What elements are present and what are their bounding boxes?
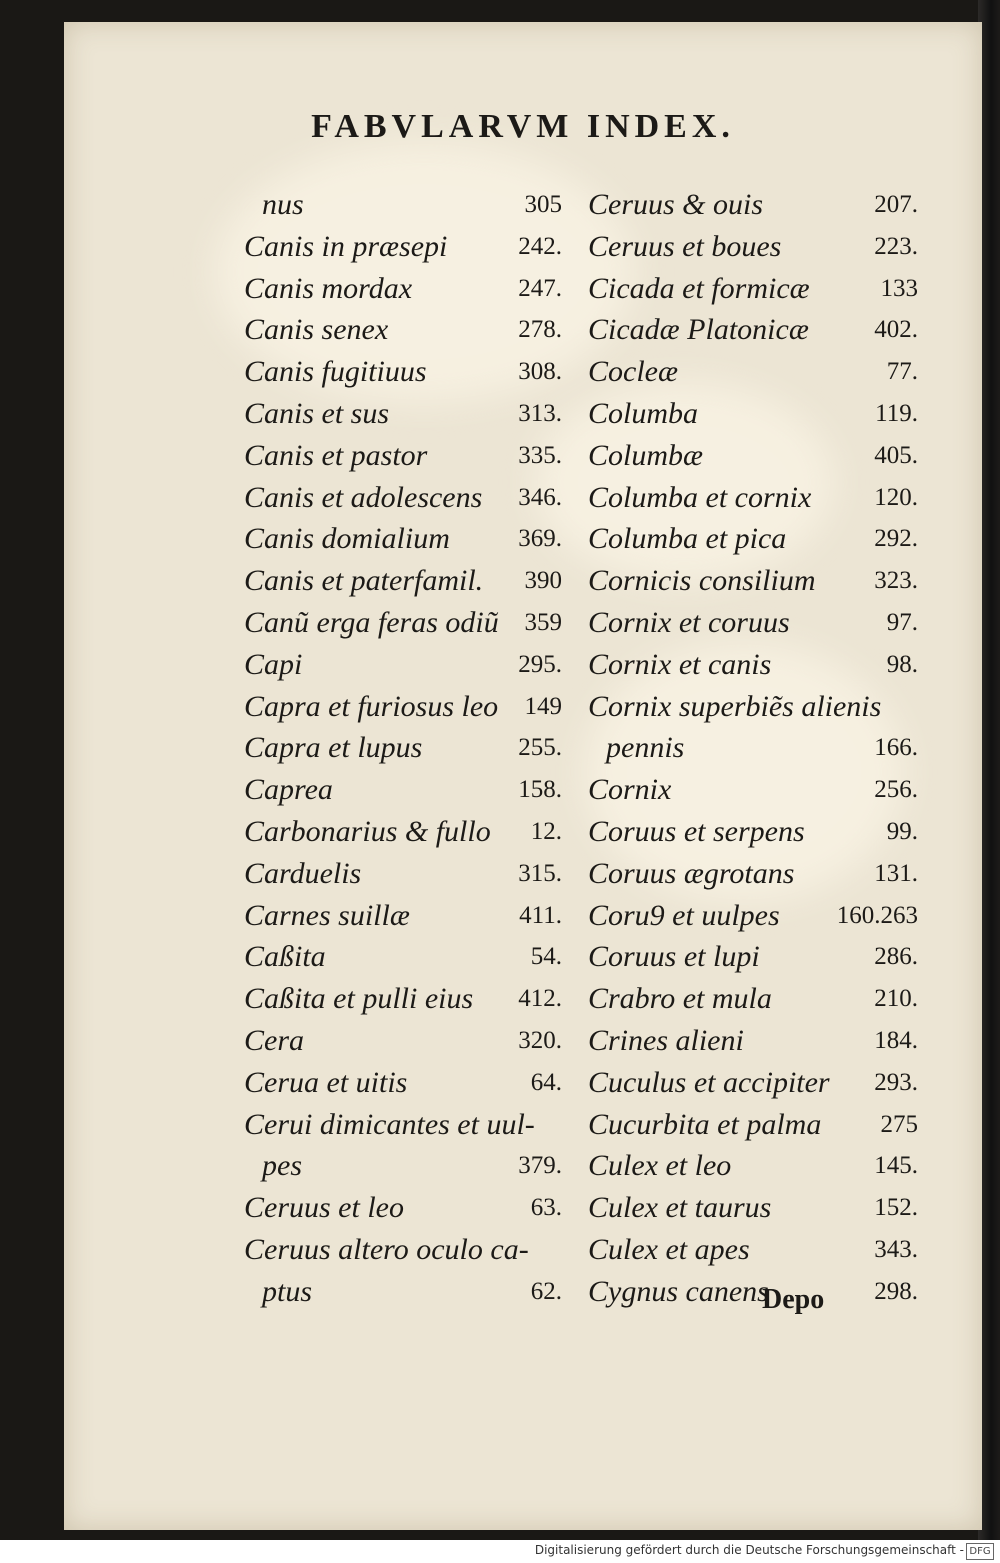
entry-page-number: 293. <box>874 1068 918 1096</box>
index-entry <box>244 895 562 937</box>
entry-page-number: 120. <box>874 483 918 511</box>
entry-title: Cornix superbiẽs alienis <box>588 689 882 723</box>
index-entry <box>244 518 562 560</box>
index-entry <box>244 393 562 435</box>
index-entry <box>244 1020 562 1062</box>
index-entry <box>588 351 918 393</box>
entry-page-number: 390 <box>524 567 562 595</box>
entry-page-number: 313. <box>518 399 562 427</box>
entry-page-number: 12. <box>530 817 562 845</box>
index-entry <box>244 268 562 310</box>
entry-page-number: 223. <box>874 232 918 260</box>
entry-title: Cornicis consilium <box>588 564 816 598</box>
entry-title: Canis et adolescens <box>244 480 483 514</box>
entry-title: Caprea <box>244 773 333 807</box>
entry-title: Canis et paterfamil. <box>244 564 484 598</box>
book-page <box>64 22 982 1530</box>
entry-page-number: 256. <box>874 776 918 804</box>
index-entry <box>244 351 562 393</box>
entry-page-number: 405. <box>874 441 918 469</box>
entry-page-number: 63. <box>530 1194 562 1222</box>
entry-title: Culex et taurus <box>588 1191 772 1225</box>
entry-title: Ceruus altero oculo ca- <box>244 1232 529 1266</box>
entry-title: Canis senex <box>244 313 389 347</box>
entry-page-number: 379. <box>518 1152 562 1180</box>
entry-page-number: 184. <box>874 1026 918 1054</box>
entry-page-number: 308. <box>518 358 562 386</box>
index-entry <box>244 978 562 1020</box>
index-entry <box>588 602 918 644</box>
index-entry <box>244 1062 562 1104</box>
entry-title: Caßita et pulli eius <box>244 982 474 1016</box>
index-entry <box>244 560 562 602</box>
entry-page-number: 343. <box>874 1235 918 1263</box>
entry-page-number: 305 <box>524 191 562 218</box>
entry-page-number: 402. <box>874 316 918 344</box>
index-entry <box>588 184 918 226</box>
index-entry <box>244 1271 562 1313</box>
entry-title: Canis et pastor <box>244 438 428 472</box>
entry-title: Canis et sus <box>244 396 390 430</box>
entry-title: Carnes suillæ <box>244 898 410 932</box>
entry-title: Culex et apes <box>588 1232 750 1266</box>
entry-title: Cuculus et accipiter <box>588 1065 830 1099</box>
entry-title: Coruus ægrotans <box>588 856 795 890</box>
entry-page-number: 286. <box>874 943 918 971</box>
entry-title: nus <box>262 188 304 221</box>
entry-title: Canis in præsepi <box>244 229 448 263</box>
entry-page-number: 278. <box>518 316 562 344</box>
index-entry <box>244 936 562 978</box>
entry-title: Canũ erga feras odiũ <box>244 605 499 639</box>
entry-page-number: 369. <box>518 525 562 553</box>
entry-page-number: 145. <box>874 1152 918 1180</box>
entry-page-number: 247. <box>518 274 562 302</box>
entry-page-number: 412. <box>518 985 562 1013</box>
entry-page-number: 62. <box>530 1277 562 1305</box>
entry-page-number: 158. <box>518 776 562 804</box>
catchword: Depo <box>762 1284 825 1315</box>
entry-page-number: 411. <box>519 901 562 929</box>
index-entry <box>588 727 918 769</box>
index-column-left <box>244 184 562 1313</box>
index-entry <box>588 978 918 1020</box>
entry-title: pes <box>262 1149 302 1183</box>
entry-page-number: 54. <box>530 943 562 971</box>
entry-page-number: 292. <box>874 525 918 553</box>
entry-title: Culex et leo <box>588 1149 732 1183</box>
index-entry <box>244 1187 562 1229</box>
entry-title: Columbæ <box>588 438 704 472</box>
index-entry <box>588 644 918 686</box>
index-entry <box>588 1145 918 1187</box>
index-entry <box>244 644 562 686</box>
entry-title: Cornix <box>588 773 672 807</box>
index-entry <box>244 769 562 811</box>
entry-title: Cygnus canens <box>588 1274 769 1308</box>
index-entry <box>244 184 562 226</box>
entry-title: Columba et pica <box>588 522 787 556</box>
entry-page-number: 77. <box>886 358 918 386</box>
index-entry <box>244 309 562 351</box>
entry-page-number: 207. <box>874 191 918 218</box>
entry-page-number: 242. <box>518 232 562 260</box>
index-entry <box>244 727 562 769</box>
entry-title: Cornix et canis <box>588 647 772 681</box>
entry-page-number: 359 <box>524 608 562 636</box>
entry-title: Caßita <box>244 940 326 974</box>
digitization-credit: Digitalisierung gefördert durch die Deutsche Forschungsgemeinschaft - <box>534 1543 964 1557</box>
entry-title: Capra et lupus <box>244 731 423 765</box>
index-entry <box>588 1062 918 1104</box>
index-entry <box>588 1104 918 1146</box>
entry-title: Canis fugitiuus <box>244 355 427 389</box>
entry-title: Cerui dimicantes et uul- <box>244 1107 535 1141</box>
entry-title: Ceruus & ouis <box>588 188 764 221</box>
entry-title: Canis mordax <box>244 271 413 305</box>
entry-title: ptus <box>262 1274 313 1308</box>
entry-title: pennis <box>606 731 685 765</box>
entry-title: Cicadæ Platonicæ <box>588 313 809 347</box>
index-entry <box>244 686 562 728</box>
index-column-right <box>588 184 918 1313</box>
entry-title: Ceruus et leo <box>244 1191 404 1225</box>
entry-title: Canis domialium <box>244 522 450 556</box>
entry-title: Coruus et serpens <box>588 814 805 848</box>
index-entry <box>244 1145 562 1187</box>
index-entry <box>588 226 918 268</box>
entry-page-number: 320. <box>518 1026 562 1054</box>
index-entry <box>588 1229 918 1271</box>
footer-bar <box>0 1540 1000 1563</box>
entry-title: Columba et cornix <box>588 480 812 514</box>
entry-page-number: 166. <box>874 734 918 762</box>
entry-page-number: 255. <box>518 734 562 762</box>
index-entry <box>244 477 562 519</box>
entry-title: Cicada et formicæ <box>588 271 810 305</box>
entry-page-number: 64. <box>530 1068 562 1096</box>
index-entry <box>244 602 562 644</box>
entry-title: Carbonarius & fullo <box>244 814 491 848</box>
entry-title: Cerua et uitis <box>244 1065 408 1099</box>
index-entry <box>244 853 562 895</box>
index-entry <box>244 811 562 853</box>
entry-page-number: 133 <box>880 274 918 302</box>
entry-title: Carduelis <box>244 856 362 890</box>
entry-title: Cornix et coruus <box>588 605 790 639</box>
index-entry <box>244 435 562 477</box>
entry-title: Coru9 et uulpes <box>588 898 780 932</box>
entry-page-number: 275 <box>880 1110 918 1138</box>
index-entry <box>588 853 918 895</box>
entry-page-number: 149 <box>524 692 562 720</box>
entry-page-number: 99. <box>886 817 918 845</box>
entry-title: Cera <box>244 1023 304 1057</box>
index-entry <box>244 226 562 268</box>
entry-title: Cocleæ <box>588 355 678 389</box>
index-entry <box>588 435 918 477</box>
entry-page-number: 315. <box>518 859 562 887</box>
entry-page-number: 152. <box>874 1194 918 1222</box>
index-entry <box>588 309 918 351</box>
entry-title: Cucurbita et palma <box>588 1107 822 1141</box>
index-entry <box>588 477 918 519</box>
entry-title: Columba <box>588 396 699 430</box>
index-entry <box>588 560 918 602</box>
index-entry <box>588 518 918 560</box>
entry-page-number: 346. <box>518 483 562 511</box>
page-header: FABVLARVM INDEX. <box>311 108 735 145</box>
entry-page-number: 160.263 <box>836 901 918 929</box>
entry-title: Capra et furiosus leo <box>244 689 499 723</box>
index-entry <box>244 1104 562 1146</box>
index-entry <box>588 895 918 937</box>
entry-page-number: 298. <box>874 1277 918 1305</box>
index-entry <box>588 1271 918 1313</box>
entry-page-number: 97. <box>886 608 918 636</box>
entry-title: Capi <box>244 647 303 681</box>
entry-title: Ceruus et boues <box>588 229 782 263</box>
entry-title: Coruus et lupi <box>588 940 760 974</box>
entry-page-number: 98. <box>886 650 918 678</box>
entry-page-number: 119. <box>875 399 918 427</box>
entry-page-number: 131. <box>874 859 918 887</box>
index-entry <box>244 1229 562 1271</box>
index-entry <box>588 811 918 853</box>
index-entry <box>588 1187 918 1229</box>
dfg-logo: DFG <box>966 1543 994 1560</box>
index-entry <box>588 686 918 728</box>
index-entry <box>588 936 918 978</box>
entry-title: Crines alieni <box>588 1023 744 1057</box>
entry-page-number: 335. <box>518 441 562 469</box>
index-entry <box>588 1020 918 1062</box>
index-entry <box>588 393 918 435</box>
entry-title: Crabro et mula <box>588 982 772 1016</box>
entry-page-number: 323. <box>874 567 918 595</box>
entry-page-number: 210. <box>874 985 918 1013</box>
index-entry <box>588 268 918 310</box>
index-entry <box>588 769 918 811</box>
entry-page-number: 295. <box>518 650 562 678</box>
